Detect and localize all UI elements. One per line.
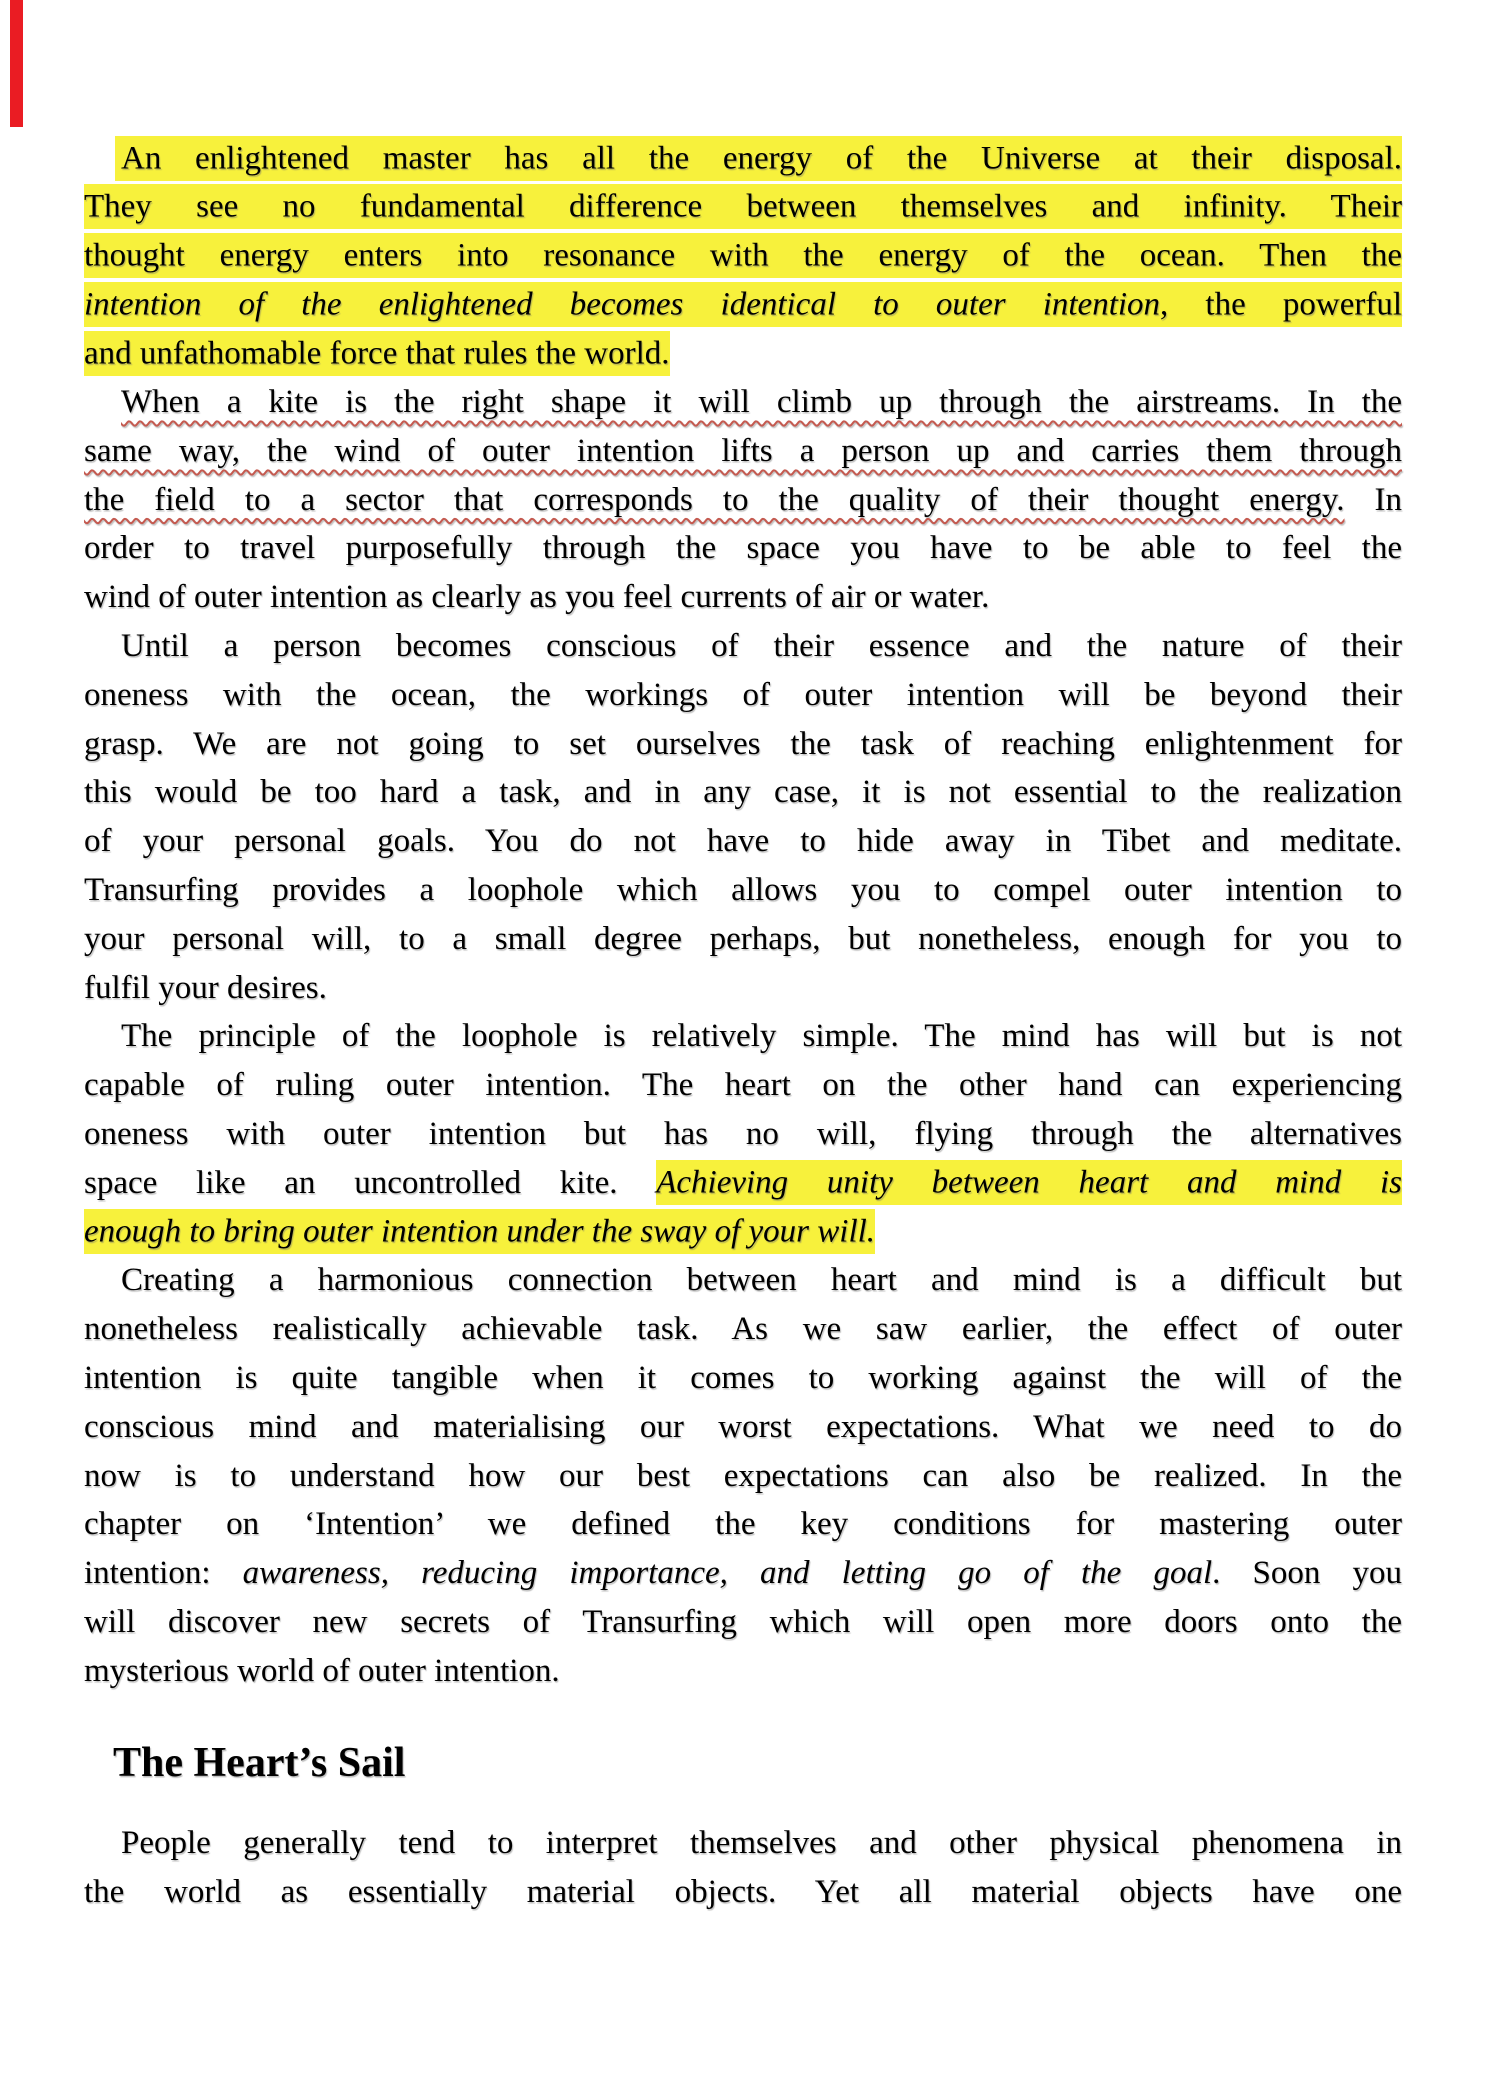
text-line	[84, 817, 1402, 866]
highlighted-text: An enlightened master has all the energy of the Universe at their disposal.	[115, 136, 1402, 181]
page-edge-marker	[10, 0, 23, 127]
text-line	[84, 1110, 1402, 1159]
italic-text: awareness, reducing importance, and letting go of the goal	[242, 1555, 1213, 1592]
highlighted-text: They see no fundamental difference between themselves and infinity. Their	[84, 184, 1402, 229]
body-text: oneness with the ocean, the workings of outer intention will be beyond their	[84, 676, 1402, 713]
body-text: The principle of the loophole is relatively simple. The mind has will but is not	[121, 1018, 1402, 1055]
body-text: grasp. We are not going to set ourselves the task of reaching enlightenment for	[84, 725, 1402, 762]
body-text: mysterious world of outer intention.	[84, 1652, 560, 1689]
body-text: capable of ruling outer intention. The heart on the other hand can experiencing	[84, 1067, 1402, 1104]
highlighted-text: enough to bring outer intention under the sway of your will.	[84, 1209, 875, 1254]
highlighted-text: intention of the enlightened becomes identical to outer intention	[84, 282, 1160, 327]
text-line	[84, 1256, 1402, 1305]
text-line	[84, 1500, 1402, 1549]
text-line	[84, 378, 1402, 427]
text-line	[84, 1354, 1402, 1403]
highlighted-text: thought energy enters into resonance with the energy of the ocean. Then the	[84, 233, 1402, 278]
body-text: space like an uncontrolled kite.	[84, 1164, 657, 1201]
text-line	[84, 134, 1402, 183]
text-line	[84, 720, 1402, 769]
body-text: intention:	[84, 1555, 243, 1592]
spellcheck-flagged-text: the field to a sector that corresponds to the quality of their thought energy.	[84, 481, 1345, 518]
text-line	[84, 573, 1402, 622]
text-line	[84, 1868, 1402, 1917]
body-text: order to travel purposefully through the space you have to be able to feel the	[84, 530, 1402, 567]
body-text: this would be too hard a task, and in any case, it is not essential to the realization	[84, 774, 1402, 811]
body-text: Creating a harmonious connection between heart and mind is a difficult but	[121, 1262, 1402, 1299]
body-text: People generally tend to interpret themselves and other physical phenomena in	[121, 1825, 1402, 1861]
text-line	[84, 768, 1402, 817]
text-line	[84, 280, 1402, 329]
body-text: the world as essentially material objects. Yet all material objects have one	[84, 1873, 1402, 1910]
highlighted-text: , the powerful	[1160, 282, 1402, 327]
body-text: conscious mind and materialising our worst expectations. What we need to do	[84, 1408, 1402, 1445]
spellcheck-flagged-text: same way, the wind of outer intention lifts a person up and carries them through	[84, 432, 1402, 469]
text-line	[84, 329, 1402, 378]
text-line	[84, 183, 1402, 232]
body-text: oneness with outer intention but has no will, flying through the alternatives	[84, 1115, 1402, 1152]
text-line	[84, 1403, 1402, 1452]
continuation-text-block	[84, 1819, 1402, 1917]
text-line	[84, 671, 1402, 720]
text-line	[84, 524, 1402, 573]
body-text: now is to understand how our best expectations can also be realized. In the	[84, 1457, 1402, 1494]
body-text: chapter on ‘Intention’ we defined the key conditions for mastering outer	[84, 1506, 1402, 1543]
body-text: wind of outer intention as clearly as you feel currents of air or water.	[84, 579, 990, 616]
text-line	[84, 1819, 1402, 1868]
text-line	[84, 1305, 1402, 1354]
body-text: will discover new secrets of Transurfing which will open more doors onto the	[84, 1603, 1402, 1640]
body-text: In	[1344, 481, 1402, 518]
text-line	[84, 1159, 1402, 1208]
highlighted-text: Achieving unity between heart and mind is	[656, 1160, 1402, 1205]
text-line	[84, 1598, 1402, 1647]
text-line	[84, 1061, 1402, 1110]
text-line	[84, 964, 1402, 1013]
text-line	[84, 476, 1402, 525]
body-text: of your personal goals. You do not have to hide away in Tibet and meditate.	[84, 823, 1402, 860]
text-line	[84, 1549, 1402, 1598]
body-text: intention is quite tangible when it comes to working against the will of the	[84, 1359, 1402, 1396]
body-text-block	[84, 134, 1402, 1696]
text-line	[84, 232, 1402, 281]
spellcheck-flagged-text: When a kite is the right shape it will climb up through the airstreams. In the	[121, 383, 1402, 420]
text-line	[84, 915, 1402, 964]
section-heading: The Heart’s Sail	[113, 1740, 406, 1786]
text-line	[84, 1208, 1402, 1257]
body-text: Until a person becomes conscious of their essence and the nature of their	[121, 627, 1402, 664]
body-text: nonetheless realistically achievable task. As we saw earlier, the effect of outer	[84, 1311, 1402, 1348]
body-text: Transurfing provides a loophole which allows you to compel outer intention to	[84, 871, 1402, 908]
body-text: your personal will, to a small degree perhaps, but nonetheless, enough for you to	[84, 920, 1402, 957]
text-line	[84, 427, 1402, 476]
highlighted-text: and unfathomable force that rules the world.	[84, 331, 670, 376]
body-text: . Soon you	[1212, 1555, 1402, 1592]
text-line	[84, 1452, 1402, 1501]
body-text: fulfil your desires.	[84, 969, 327, 1006]
text-line	[84, 1647, 1402, 1696]
text-line	[84, 866, 1402, 915]
text-line	[84, 1012, 1402, 1061]
text-line	[84, 622, 1402, 671]
